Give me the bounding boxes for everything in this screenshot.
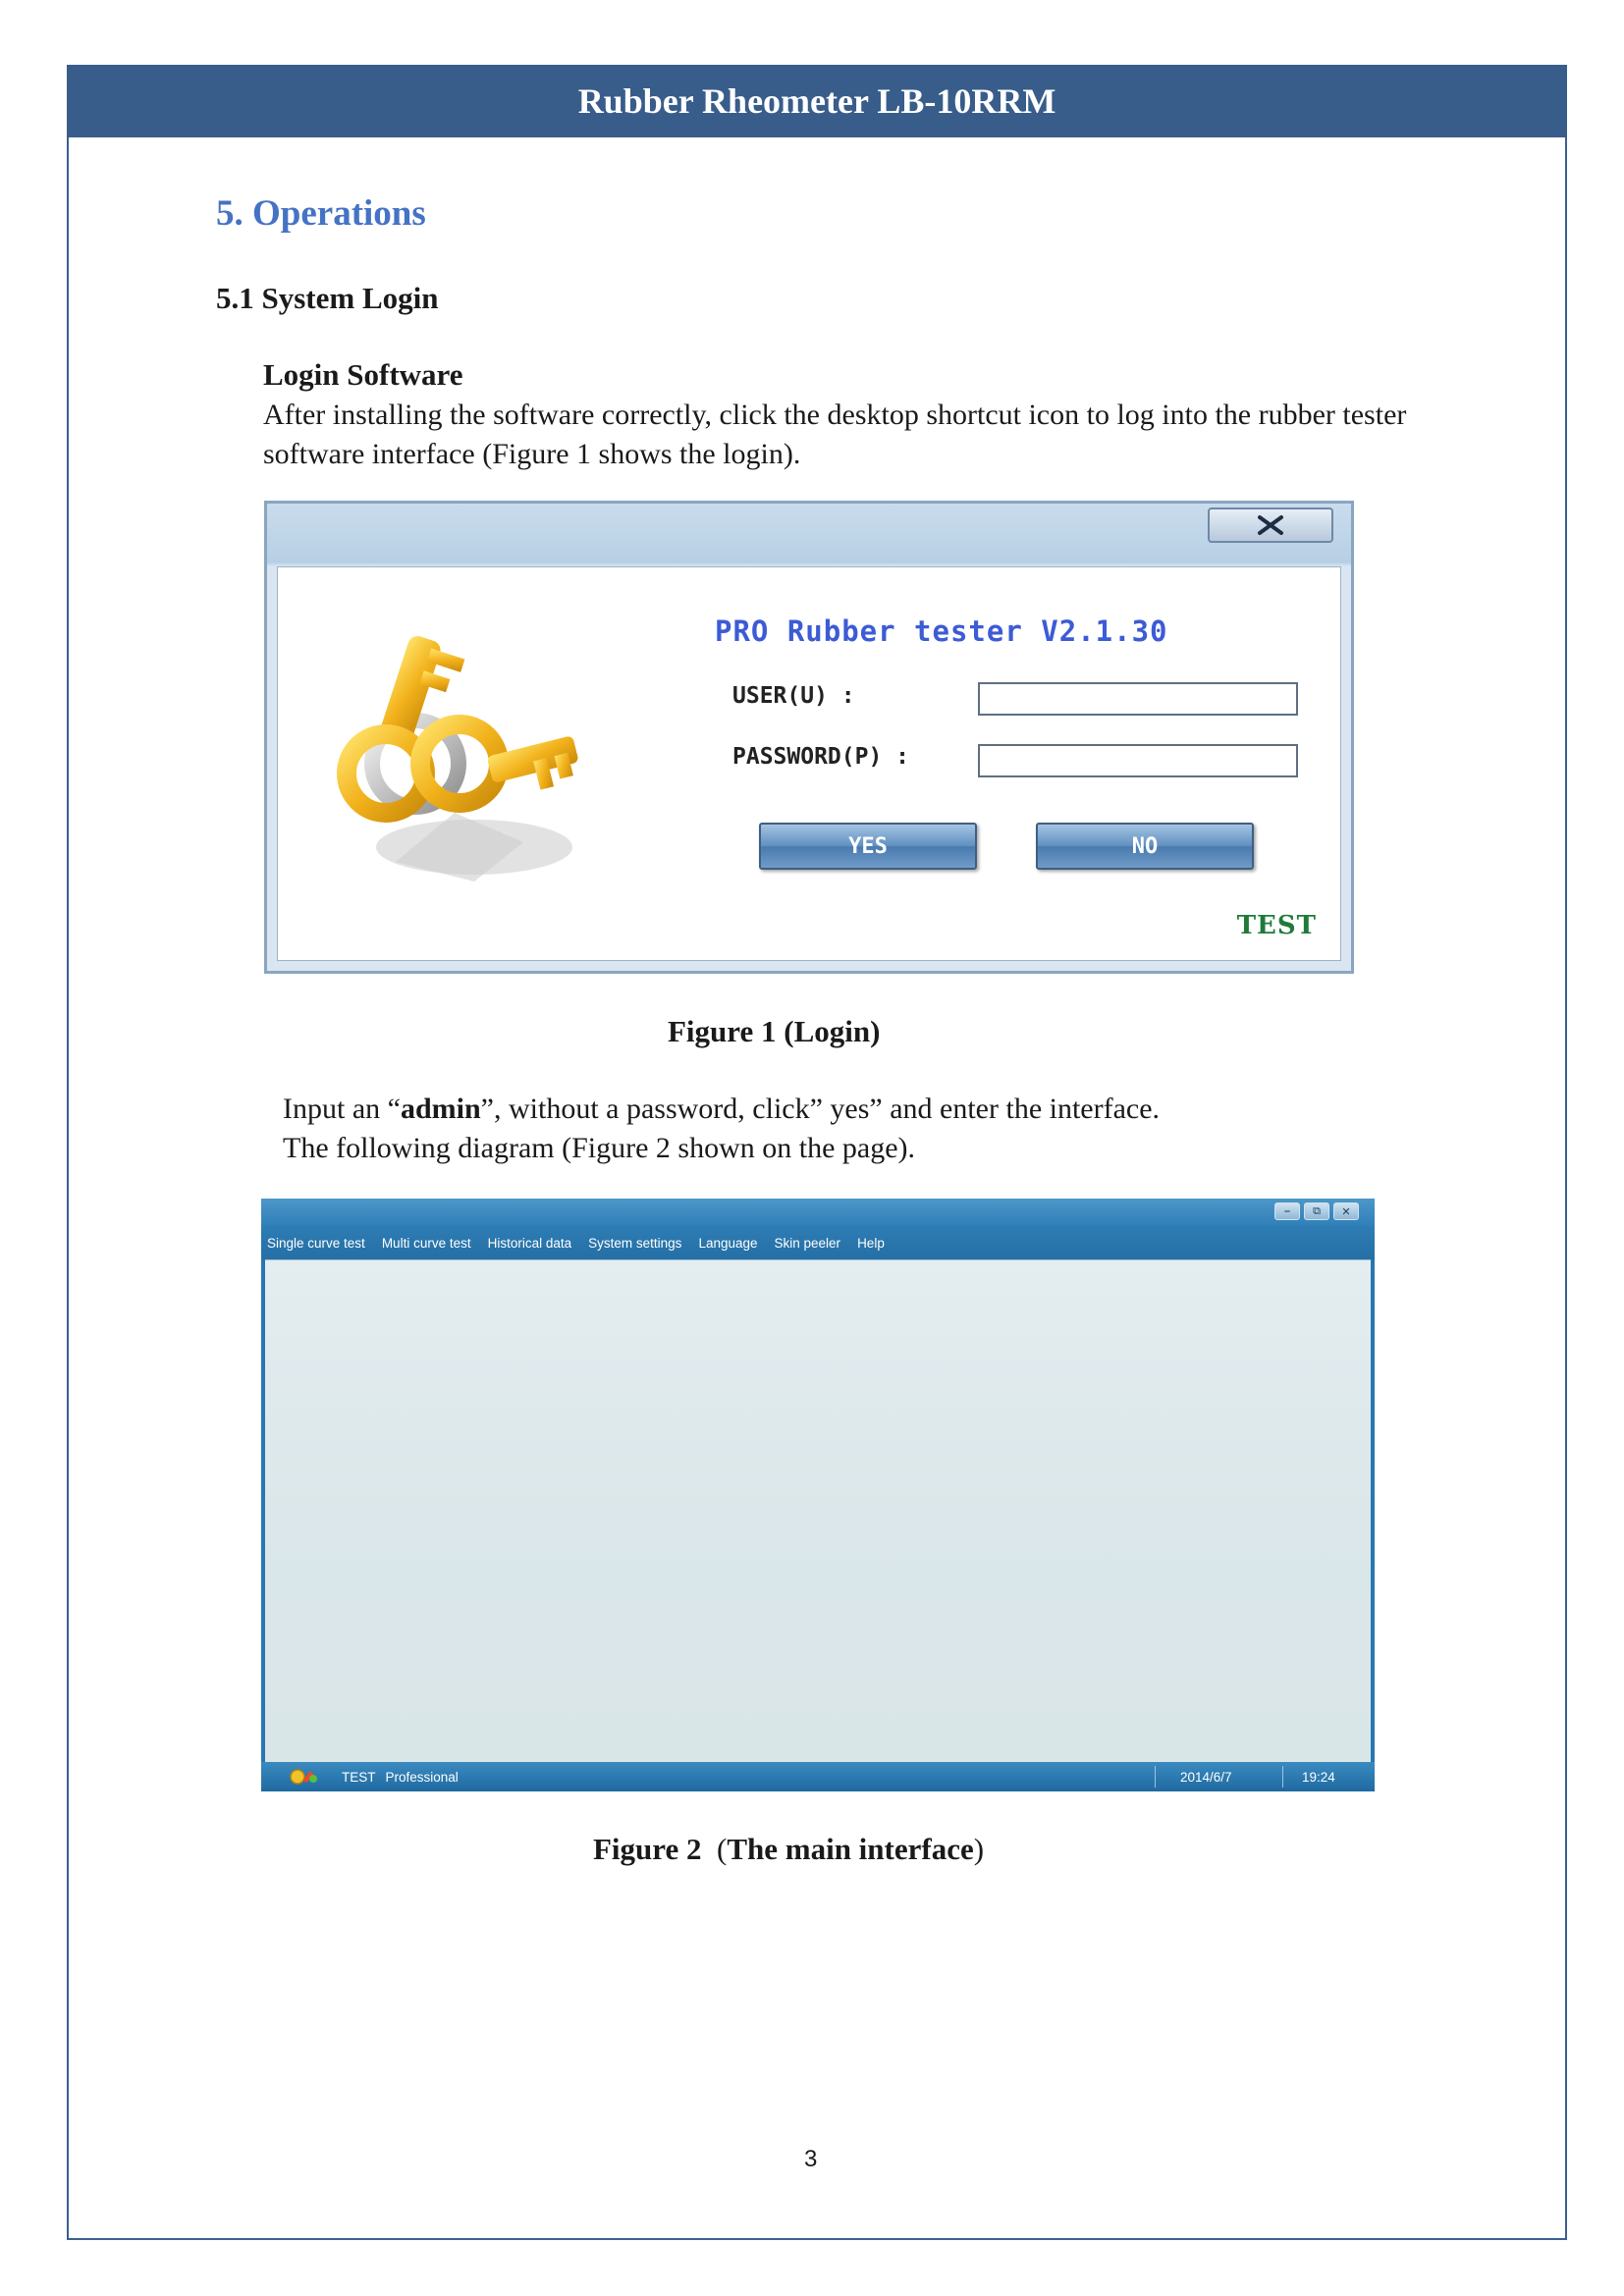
status-user: TEST [342, 1769, 376, 1785]
status-separator [1282, 1766, 1283, 1788]
user-input[interactable] [978, 682, 1298, 716]
subsection-title: 5.1 System Login [216, 281, 439, 315]
instruction-line-2: The following diagram (Figure 2 shown on the page). [283, 1132, 916, 1164]
password-input[interactable] [978, 744, 1298, 777]
menu-item-language[interactable]: Language [698, 1235, 758, 1251]
minimize-icon: ⎯ [1284, 1204, 1290, 1217]
instruction-text-pre: Input an “ [283, 1093, 401, 1125]
login-body [277, 566, 1341, 961]
restore-icon: ⧉ [1313, 1204, 1321, 1217]
login-titlebar [267, 504, 1351, 562]
figure2-caption-open-paren: ( [717, 1832, 728, 1866]
user-label: USER(U) : [732, 683, 855, 709]
status-date: 2014/6/7 [1180, 1769, 1232, 1785]
product-title: PRO Rubber tester V2.1.30 [715, 614, 1168, 648]
menu-bar [261, 1226, 1375, 1259]
close-x-icon [1254, 514, 1287, 536]
keys-icon [327, 616, 592, 901]
main-titlebar [261, 1199, 1375, 1226]
status-edition: Professional [385, 1769, 459, 1785]
minimize-button[interactable] [1274, 1202, 1300, 1220]
figure2-caption-label: Figure 2 [593, 1832, 702, 1866]
figure2-caption [593, 1832, 984, 1867]
instruction-text-post: ”, without a password, click” yes” and enter the interface. [480, 1093, 1161, 1125]
instruction-paragraph [283, 1090, 1461, 1168]
login-dialog-figure [264, 501, 1354, 974]
yes-button[interactable]: YES [759, 823, 977, 870]
menu-item-skin-peeler[interactable]: Skin peeler [774, 1235, 841, 1251]
password-label: PASSWORD(P) : [732, 744, 910, 770]
figure1-caption: Figure 1 (Login) [668, 1014, 881, 1048]
test-mark: TEST [1236, 911, 1317, 940]
menu-item-single-curve-test[interactable]: Single curve test [267, 1235, 365, 1251]
figure2-caption-text: The main interface [727, 1832, 974, 1866]
status-separator [1155, 1766, 1156, 1788]
close-button[interactable] [1208, 507, 1333, 543]
close-icon: ✕ [1341, 1204, 1351, 1218]
restore-button[interactable] [1304, 1202, 1329, 1220]
document-header [67, 65, 1567, 137]
section-title: 5. Operations [216, 193, 426, 234]
main-interface-figure [261, 1199, 1375, 1791]
window-controls [1274, 1202, 1359, 1220]
app-status-icon [287, 1767, 322, 1787]
status-bar [261, 1762, 1375, 1791]
document-title: Rubber Rheometer LB-10RRM [577, 81, 1056, 121]
figure2-caption-close-paren: ) [973, 1832, 985, 1866]
login-software-paragraph: After installing the software correctly, click the desktop shortcut icon to log into the rubber tester software interface (Figure 1 shows the login). [263, 399, 1407, 470]
menu-item-help[interactable]: Help [857, 1235, 885, 1251]
close-window-button[interactable] [1333, 1202, 1359, 1220]
no-button[interactable]: NO [1036, 823, 1254, 870]
page-number: 3 [804, 2146, 818, 2172]
workspace-area [265, 1259, 1371, 1762]
menu-item-system-settings[interactable]: System settings [588, 1235, 682, 1251]
instruction-line-1 [283, 1090, 1461, 1129]
menu-item-historical-data[interactable]: Historical data [487, 1235, 572, 1251]
instruction-admin-word: admin [400, 1093, 481, 1125]
menu-item-multi-curve-test[interactable]: Multi curve test [381, 1235, 471, 1251]
status-time: 19:24 [1302, 1769, 1335, 1785]
login-software-heading: Login Software [263, 357, 463, 392]
